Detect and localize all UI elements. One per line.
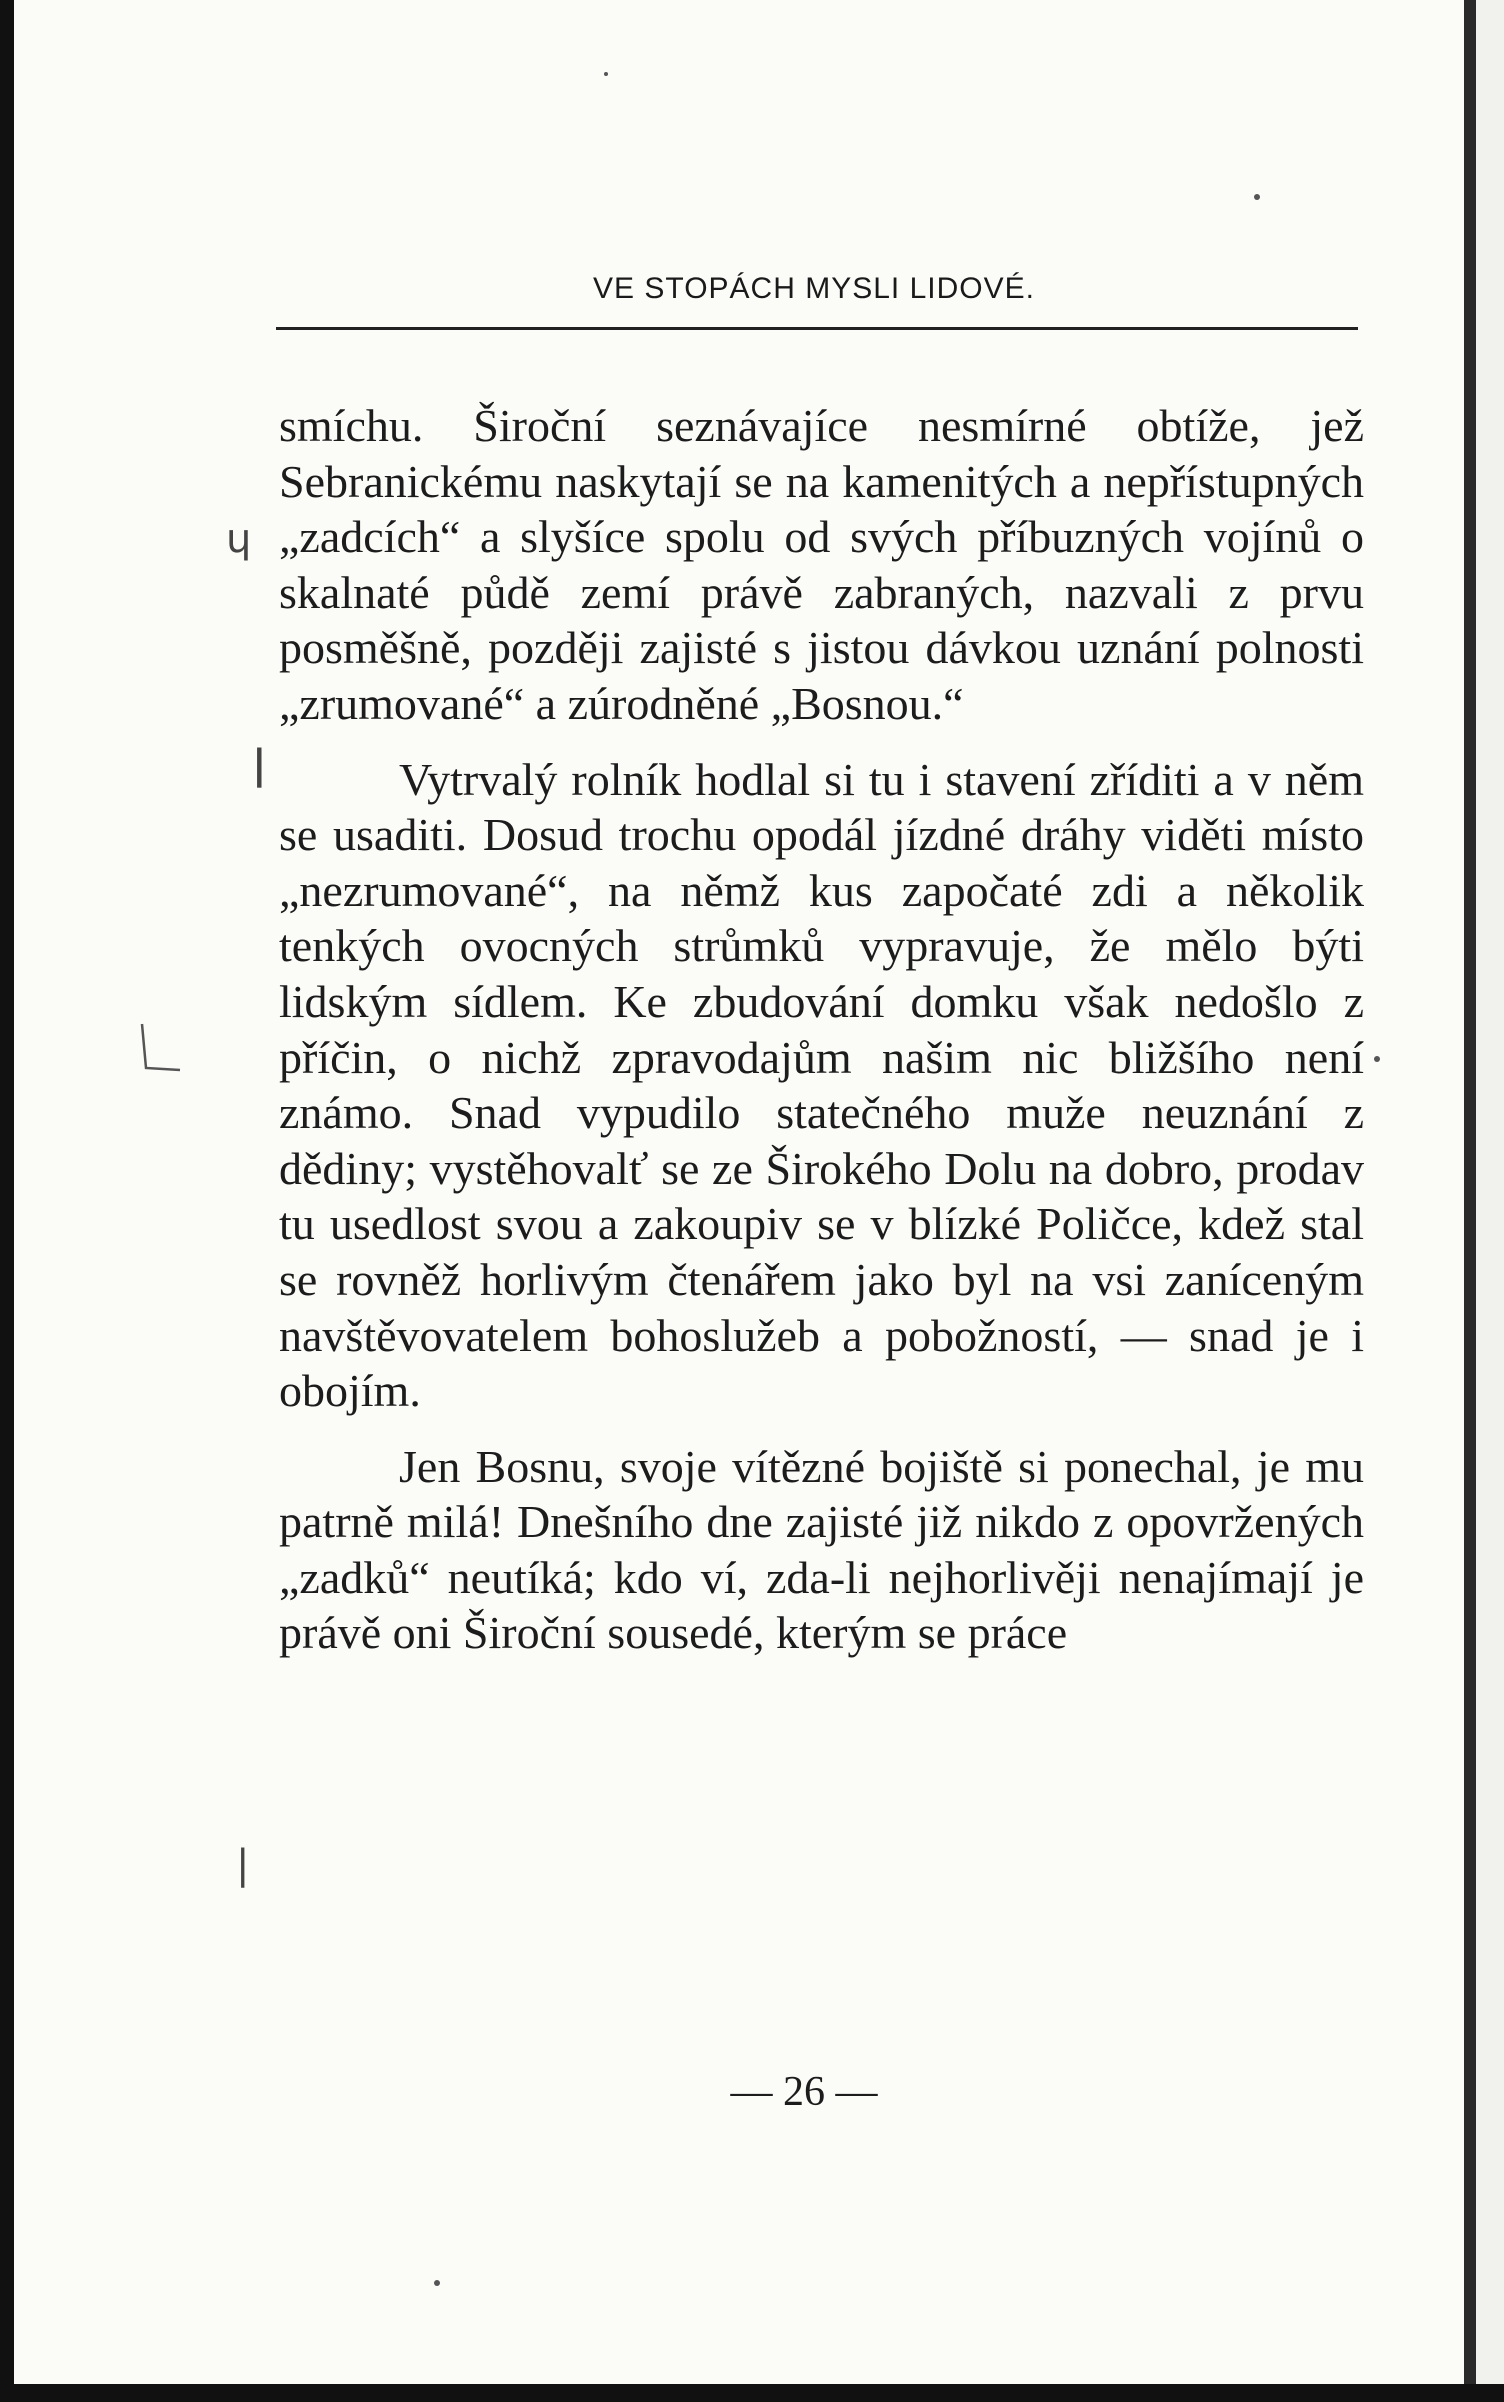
margin-tick-mark	[124, 1020, 184, 1080]
paper-speck	[1374, 1056, 1380, 1062]
paragraph-3: Jen Bosnu, svoje vítězné bojiště si ponechal, je mu patrně milá! Dnešního dne zajisté již nikdo z opovržených „zadků“ neutíká; kdo ví, zda-li nejhorlivěji nenajímají je právě oni Široční sousedé, kterým se práce	[279, 1440, 1364, 1659]
scan-border	[0, 2384, 1504, 2402]
page-number: — 26 —	[730, 2069, 878, 2115]
paper-speck	[604, 72, 608, 76]
paragraph-1: smíchu. Široční seznávajíce nesmírné obtíže, jež Sebranickému naskytají se na kamenitých a nepřístupných „zadcích“ a slyšíce spolu od svých příbuzných vojínů o skalnaté půdě zemí právě zabraných, nazvali z prvu posměšně, později zajisté s jistou dávkou uznání polnosti „zrumované“ a zúrodněné „Bosnou.“	[279, 400, 1364, 729]
margin-pencil-mark: |	[236, 1842, 250, 1888]
body-text	[279, 398, 1364, 1661]
book-page	[14, 0, 1464, 2384]
header-rule	[276, 327, 1358, 330]
running-header: VE STOPÁCH MYSLI LIDOVÉ.	[593, 272, 1035, 305]
margin-pencil-mark: |	[252, 742, 267, 788]
page-edge	[1476, 0, 1504, 2402]
paragraph-2: Vytrvalý rolník hodlal si tu i stavení zříditi a v něm se usaditi. Dosud trochu opodál jízdné dráhy viděti místo „nezrumované“, na němž kus započaté zdi a několik tenkých ovocných strůmků vypravuje, že mělo býti lidským sídlem. Ke zbudování domku však nedošlo z příčin, o nichž zpravodajům našim nic bližšího není známo. Snad vypudilo statečného muže neuznání z dědiny; vystěhovalť se ze Širokého Dolu na dobro, prodav tu usedlost svou a zakoupiv se v blízké Poličce, kdež stal se rovněž horlivým čtenářem jako byl na vsi zaníceným navštěvovatelem bohoslužeb a pobožností, — snad je i obojím.	[279, 753, 1364, 1417]
paper-speck	[434, 2280, 440, 2286]
page-spine-shadow	[1464, 0, 1476, 2402]
paper-speck	[1254, 194, 1260, 200]
margin-pencil-mark: ɥ	[226, 516, 252, 562]
